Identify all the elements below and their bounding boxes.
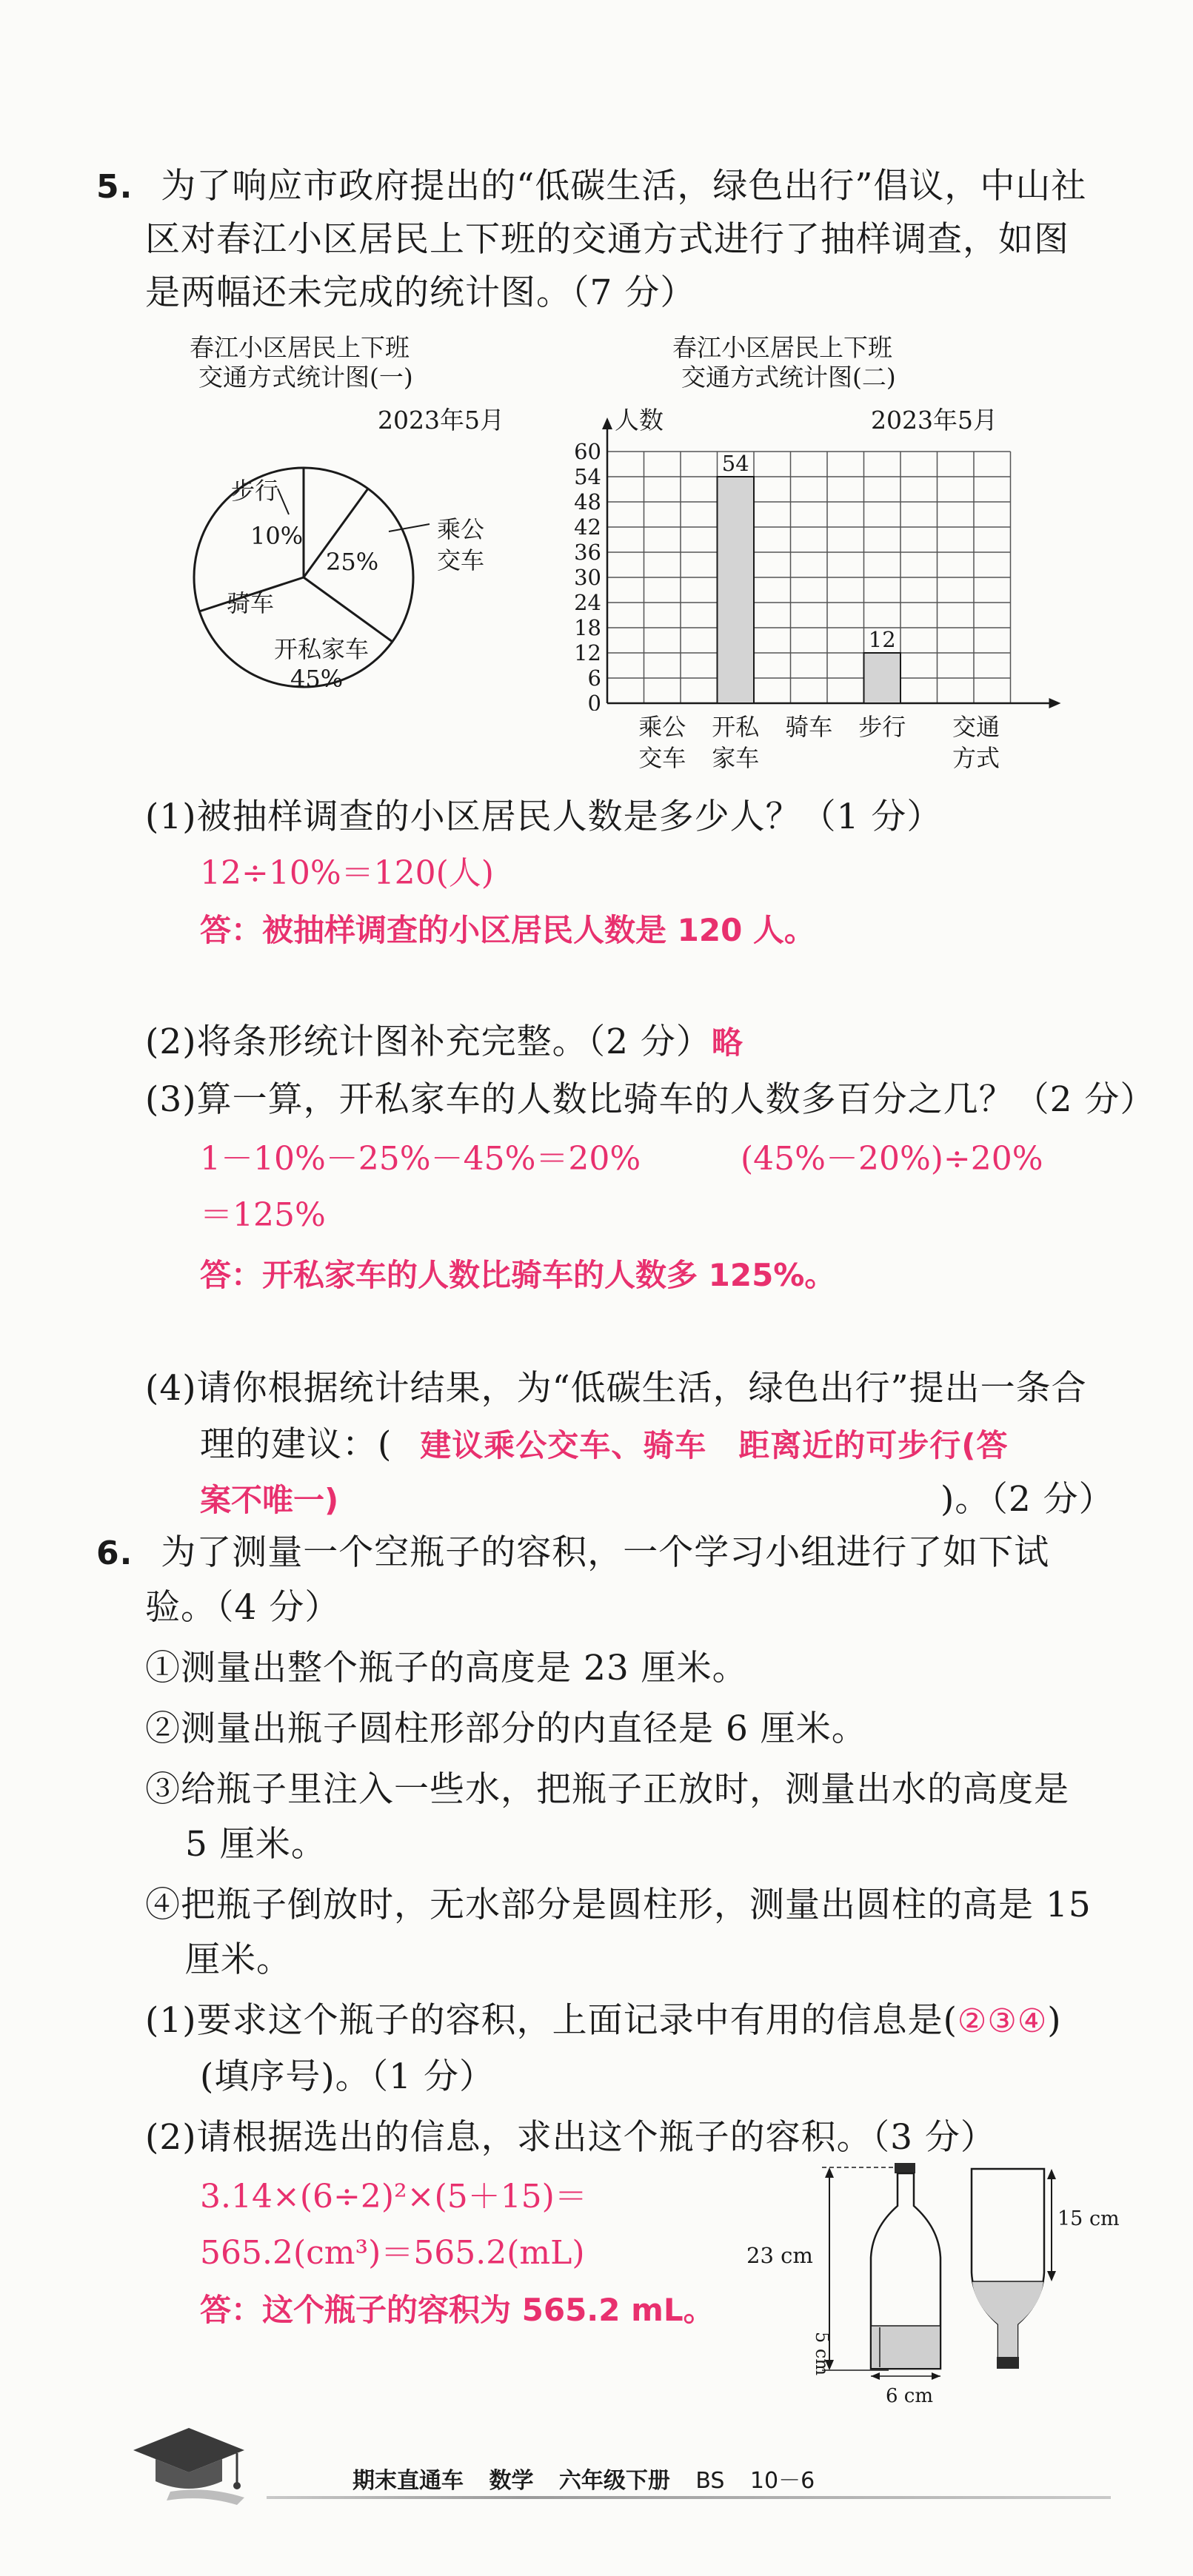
y-tick-label: 54 bbox=[574, 464, 601, 489]
y-tick-label: 48 bbox=[574, 489, 601, 514]
footer-rule bbox=[267, 2496, 1111, 2499]
y-tick-label: 6 bbox=[587, 665, 601, 691]
x-category-label: 开私 bbox=[712, 713, 760, 741]
y-tick-label: 24 bbox=[574, 590, 601, 615]
fig-height-5: 5 cm bbox=[812, 2332, 832, 2376]
y-tick-label: 36 bbox=[574, 540, 601, 565]
fig-diameter-6: 6 cm bbox=[886, 2385, 934, 2407]
fig-height-23: 23 cm bbox=[746, 2243, 813, 2268]
q6-step2: ②测量出瓶子圆柱形部分的内直径是 6 厘米。 bbox=[145, 1708, 867, 1749]
q5-part4-line1: (4)请你根据统计结果，为“低碳生活，绿色出行”提出一条合 bbox=[145, 1368, 1087, 1409]
bar-title-1: 春江小区居民上下班 bbox=[672, 333, 892, 362]
bar-date: 2023年5月 bbox=[871, 406, 997, 435]
q6-number: 6. bbox=[96, 1534, 133, 1572]
q5-part1-answer: 答：被抽样调查的小区居民人数是 120 人。 bbox=[200, 912, 815, 948]
bar-chart bbox=[548, 415, 1111, 711]
q5-header bbox=[96, 161, 1133, 212]
bar-data-label: 54 bbox=[721, 451, 749, 476]
pie-date: 2023年5月 bbox=[378, 406, 504, 435]
q5-part4-answer-1: 建议乘公交车、骑车 距离近的可步行(答 bbox=[420, 1427, 1009, 1463]
bar bbox=[718, 477, 755, 703]
bar-ylabel: 人数 bbox=[615, 406, 664, 435]
pie-label-bus-pct: 25% bbox=[326, 548, 379, 576]
q5-line3: 是两幅还未完成的统计图。（7 分） bbox=[145, 272, 696, 313]
y-tick-label: 42 bbox=[574, 514, 601, 540]
q6-step4b: 厘米。 bbox=[185, 1939, 292, 1980]
y-tick-label: 18 bbox=[574, 615, 601, 640]
q6-part1-close: ) bbox=[1047, 2000, 1062, 2041]
y-tick-label: 60 bbox=[574, 439, 601, 464]
q5-line1: 为了响应市政府提出的“低碳生活，绿色出行”倡议，中山社 bbox=[161, 166, 1087, 207]
bar-data-label: 12 bbox=[868, 627, 896, 652]
bus-leader bbox=[389, 524, 430, 531]
footer-book: 期末直通车 bbox=[352, 2468, 464, 2494]
q5-part2-answer: 略 bbox=[711, 1024, 743, 1061]
bottle-figure bbox=[807, 2161, 1118, 2384]
y-tick-label: 30 bbox=[574, 565, 601, 590]
pie-title-2: 交通方式统计图(一) bbox=[198, 363, 413, 392]
q5-part3-answer: 答：开私家车的人数比骑车的人数多 125%。 bbox=[200, 1257, 836, 1293]
q6-part2-answer: 答：这个瓶子的容积为 565.2 mL。 bbox=[200, 2292, 715, 2328]
bar bbox=[864, 653, 901, 703]
q5-part3-calc-1: 1－10%－25%－45%＝20% bbox=[200, 1140, 641, 1178]
q6-part1-question: (1)要求这个瓶子的容积，上面记录中有用的信息是( bbox=[145, 2000, 958, 2041]
q5-part3-question: (3)算一算，开私家车的人数比骑车的人数多百分之几？（2 分） bbox=[145, 1079, 1156, 1120]
q5-line2: 区对春江小区居民上下班的交通方式进行了抽样调查，如图 bbox=[145, 219, 1069, 260]
pie-label-car: 开私家车 bbox=[274, 635, 370, 663]
walk-leader bbox=[278, 489, 289, 514]
q5-number: 5. bbox=[96, 168, 133, 206]
q6-step3a: ③给瓶子里注入一些水，把瓶子正放时，测量出水的高度是 bbox=[145, 1769, 1069, 1810]
footer-subject: 数学 bbox=[489, 2468, 534, 2494]
upright-bottle bbox=[871, 2163, 940, 2369]
q6-part2-question: (2)请根据选出的信息，求出这个瓶子的容积。（3 分） bbox=[145, 2117, 996, 2158]
pie-label-bike: 骑车 bbox=[227, 589, 275, 617]
q6-part2-calc-1: 3.14×(6÷2)²×(5＋15)＝ bbox=[200, 2178, 587, 2216]
pie-label-bus-2: 交车 bbox=[437, 546, 485, 574]
arrow-up-icon bbox=[1047, 2169, 1056, 2179]
q6-part1-line1 bbox=[145, 1996, 1062, 2046]
bar-xaxis-label-2: 方式 bbox=[952, 744, 1000, 772]
pie-label-walk: 步行 bbox=[231, 477, 279, 505]
q6-step4a: ④把瓶子倒放时，无水部分是圆柱形，测量出圆柱的高是 15 bbox=[145, 1885, 1092, 1925]
x-category-label: 骑车 bbox=[785, 713, 833, 741]
q6-step3b: 5 厘米。 bbox=[185, 1824, 327, 1865]
bar-xaxis-label-1: 交通 bbox=[952, 713, 1000, 741]
bar-title-2: 交通方式统计图(二) bbox=[681, 363, 896, 392]
q5-part4-line2 bbox=[200, 1420, 1009, 1470]
graduation-cap-icon bbox=[126, 2421, 252, 2509]
footer-edition: BS bbox=[695, 2468, 725, 2494]
pie-label-bus-1: 乘公 bbox=[437, 515, 485, 543]
q6-header bbox=[96, 1528, 1133, 1579]
pie-label-car-pct: 45% bbox=[290, 665, 344, 693]
x-category-label: 步行 bbox=[858, 713, 906, 741]
q6-part1-answer: ②③④ bbox=[957, 2002, 1048, 2040]
arrow-up-icon bbox=[825, 2167, 834, 2178]
arrow-left-icon bbox=[871, 2372, 880, 2380]
pie-title-1: 春江小区居民上下班 bbox=[190, 333, 410, 362]
footer-page: 10－6 bbox=[749, 2468, 815, 2494]
pie-label-walk-pct: 10% bbox=[250, 522, 304, 550]
q5-part3-calc-3: ＝125% bbox=[200, 1196, 326, 1234]
arrow-right-icon bbox=[932, 2372, 940, 2380]
y-tick-label: 12 bbox=[574, 640, 601, 665]
q6-part2-calc-2: 565.2(cm³)＝565.2(mL) bbox=[200, 2234, 585, 2272]
q6-line2: 验。（4 分） bbox=[145, 1587, 341, 1628]
q5-part1-calc: 12÷10%＝120(人) bbox=[200, 854, 494, 892]
q6-line1: 为了测量一个空瓶子的容积，一个学习小组进行了如下试 bbox=[161, 1532, 1050, 1573]
q6-step1: ①测量出整个瓶子的高度是 23 厘米。 bbox=[145, 1648, 748, 1688]
fig-height-15: 15 cm bbox=[1057, 2207, 1120, 2230]
q5-part4-suffix: )。（2 分） bbox=[940, 1479, 1115, 1520]
inverted-bottle bbox=[972, 2169, 1044, 2369]
x-category-label: 乘公 bbox=[638, 713, 686, 741]
q6-part1-line2: (填序号)。（1 分） bbox=[200, 2056, 495, 2097]
arrow-down-icon bbox=[1047, 2271, 1056, 2281]
q5-part4-answer-2: 案不唯一) bbox=[200, 1482, 339, 1518]
q5-part1-question: (1)被抽样调查的小区居民人数是多少人？（1 分） bbox=[145, 796, 943, 837]
y-axis-arrow-icon bbox=[602, 417, 612, 429]
y-tick-label: 0 bbox=[587, 691, 601, 711]
x-axis-arrow-icon bbox=[1049, 698, 1061, 708]
footer bbox=[352, 2462, 815, 2495]
q5-part2 bbox=[145, 1017, 743, 1067]
x-category-label: 家车 bbox=[712, 744, 760, 772]
q5-part3-calc-2: (45%－20%)÷20% bbox=[741, 1140, 1043, 1178]
q5-part2-question: (2)将条形统计图补充完整。（2 分） bbox=[145, 1022, 712, 1062]
q5-part4-prefix: 理的建议：( bbox=[200, 1424, 392, 1465]
footer-grade: 六年级下册 bbox=[558, 2468, 670, 2494]
x-category-label: 交车 bbox=[638, 744, 686, 772]
